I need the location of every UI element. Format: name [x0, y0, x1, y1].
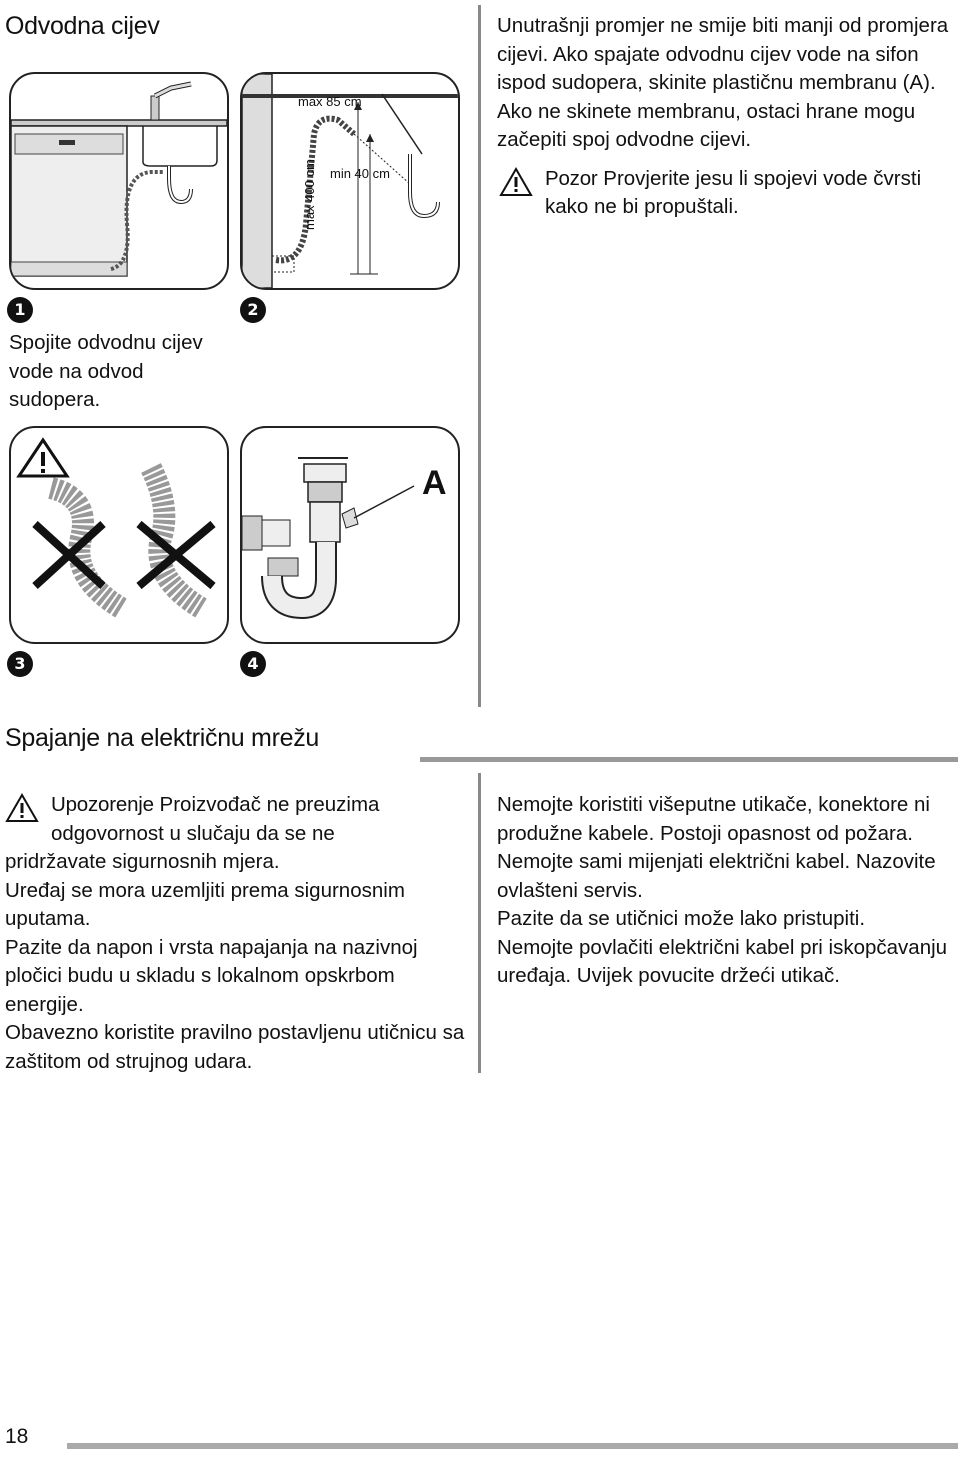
step-number-1: 1	[7, 297, 33, 323]
section-rule	[420, 757, 958, 762]
electric-right-p3: Pazite da se utičnici može lako pristupiti.	[497, 907, 866, 930]
warning-rest: pridržavate sigurnosnih mjera.	[5, 850, 280, 873]
illustration-dishwasher-sink	[9, 72, 229, 290]
dim-min40: min 40 cm	[330, 166, 390, 181]
section-title-electric: Spajanje na električnu mrežu	[5, 724, 320, 752]
drain-info-paragraph: Unutrašnji promjer ne smije biti manji od promjera cijevi. Ako spajate odvodnu cijev vode na sifon ispod sudopera, skinite plastičnu membranu (A). Ako ne skinete membranu, ostaci hrane mogu začepiti spoj odvodne cijevi.	[497, 14, 949, 151]
electric-left-p2: Uređaj se mora uzemljiti prema sigurnosnim uputama.	[5, 878, 405, 930]
illustration-siphon-membrane	[240, 426, 460, 644]
caution-text: Provjerite jesu li spojevi vode čvrsti kako ne bi propuštali.	[545, 166, 922, 218]
page-number: 18	[5, 1425, 29, 1448]
warning-line2: odgovornost u slučaju da se ne	[51, 821, 335, 845]
dim-max85: max 85 cm	[298, 94, 362, 109]
step-number-2: 2	[240, 297, 266, 323]
electric-left-p4: Obavezno koristite pravilno postavljenu utičnicu sa zaštitom od strujnog udara.	[5, 1021, 465, 1073]
electric-left-p3: Pazite da napon i vrsta napajanja na nazivnoj pločici budu u skladu s lokalnom opskrbom energije.	[5, 935, 418, 1016]
warning-triangle-icon	[499, 167, 533, 206]
column-divider	[478, 5, 481, 707]
warning-line1: Proizvođač ne preuzima	[159, 793, 380, 816]
electric-right-p4: Nemojte povlačiti električni kabel pri iskopčavanju uređaja. Uvijek povucite držeći utikač.	[497, 935, 948, 987]
electric-right-p1: Nemojte koristiti višeputne utikače, konektore ni produžne kabele. Postoji opasnost od požara.	[497, 793, 930, 845]
electric-right-p2: Nemojte sami mijenjati električni kabel. Nazovite ovlašteni servis.	[497, 850, 936, 902]
caution-note	[497, 165, 959, 222]
electric-left-text	[5, 791, 471, 1076]
caution-keyword: Pozor	[545, 166, 598, 190]
label-a: A	[422, 464, 447, 502]
drain-right-text	[497, 12, 959, 222]
step-number-3: 3	[7, 651, 33, 677]
step1-text: Spojite odvodnu cijev vode na odvod sudopera.	[9, 331, 203, 411]
electric-right-text	[497, 791, 959, 991]
column-divider-electric	[478, 773, 481, 1073]
warning-triangle-icon	[5, 793, 39, 832]
section-title-drain: Odvodna cijev	[5, 12, 160, 40]
illustration-hose-kinks	[9, 426, 229, 644]
illustration-drain-heights	[240, 72, 460, 290]
footer-rule	[67, 1443, 958, 1449]
warning-keyword: Upozorenje	[51, 793, 154, 816]
warning-note	[5, 791, 471, 848]
dim-max400: max 400 cm	[302, 159, 317, 230]
step-number-4: 4	[240, 651, 266, 677]
